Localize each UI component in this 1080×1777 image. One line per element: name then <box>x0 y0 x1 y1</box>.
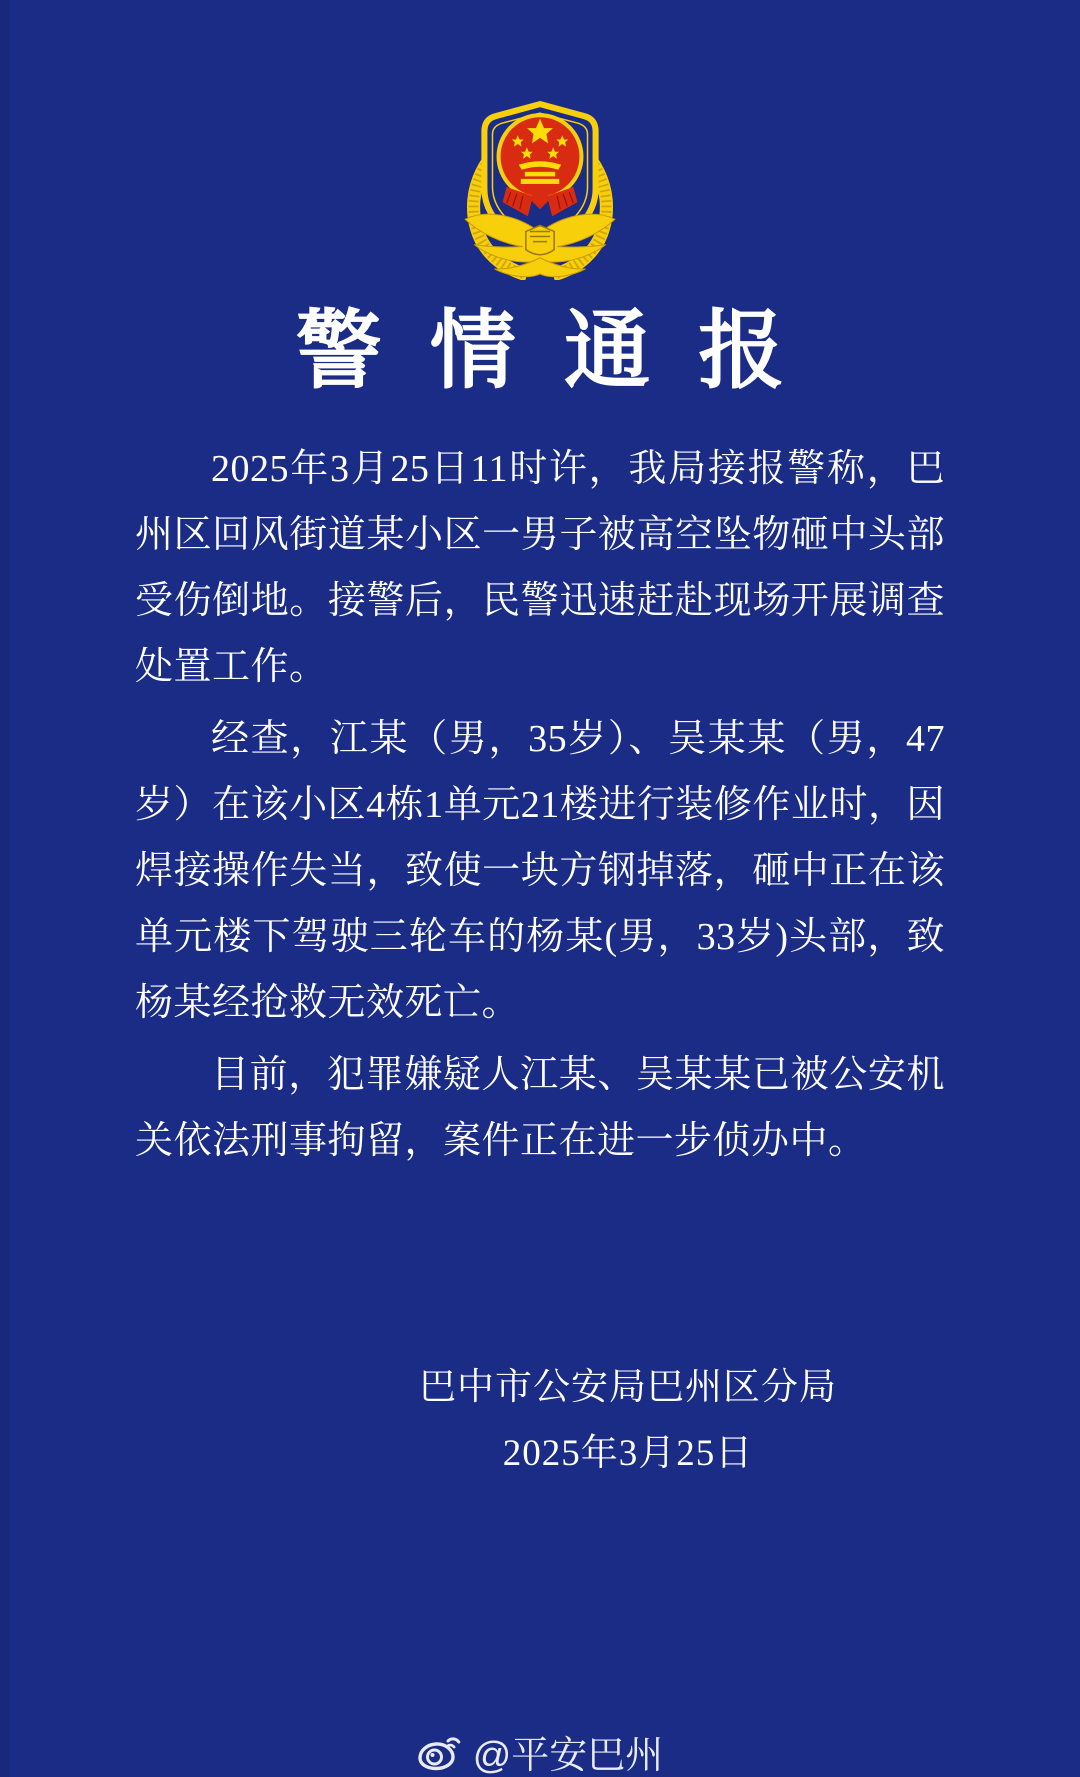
footer-watermark <box>0 1724 1080 1777</box>
notice-title-text: 警情通报 <box>295 303 833 399</box>
body-paragraph-investigation: 经查，江某（男，35岁）、吴某某（男，47岁）在该小区4栋1单元21楼进行装修作业时，因焊接操作失当，致使一块方钢掉落，砸中正在该单元楼下驾驶三轮车的杨某(男，33岁)头部，致杨某经抢救无效死亡。 <box>135 718 945 1024</box>
weibo-handle: @平安巴州 <box>472 1735 664 1777</box>
police-badge-emblem <box>0 96 1080 280</box>
weibo-icon <box>417 1732 463 1772</box>
body-paragraph-report: 2025年3月25日11时许，我局接报警称，巴州区回风街道某小区一男子被高空坠物砸中头部受伤倒地。接警后，民警迅速赶赴现场开展调查处置工作。 <box>135 448 945 688</box>
notice-date: 2025年3月25日 <box>502 1433 754 1474</box>
notice-title <box>0 304 1080 399</box>
police-badge-icon <box>454 96 626 280</box>
body-paragraph-detention: 目前，犯罪嫌疑人江某、吴某某已被公安机关依法刑事拘留，案件正在进一步侦办中。 <box>135 1054 945 1162</box>
signoff-block <box>88 1366 1080 1476</box>
notice-body <box>135 436 945 1180</box>
issuing-agency: 巴中市公安局巴州区分局 <box>419 1367 837 1408</box>
